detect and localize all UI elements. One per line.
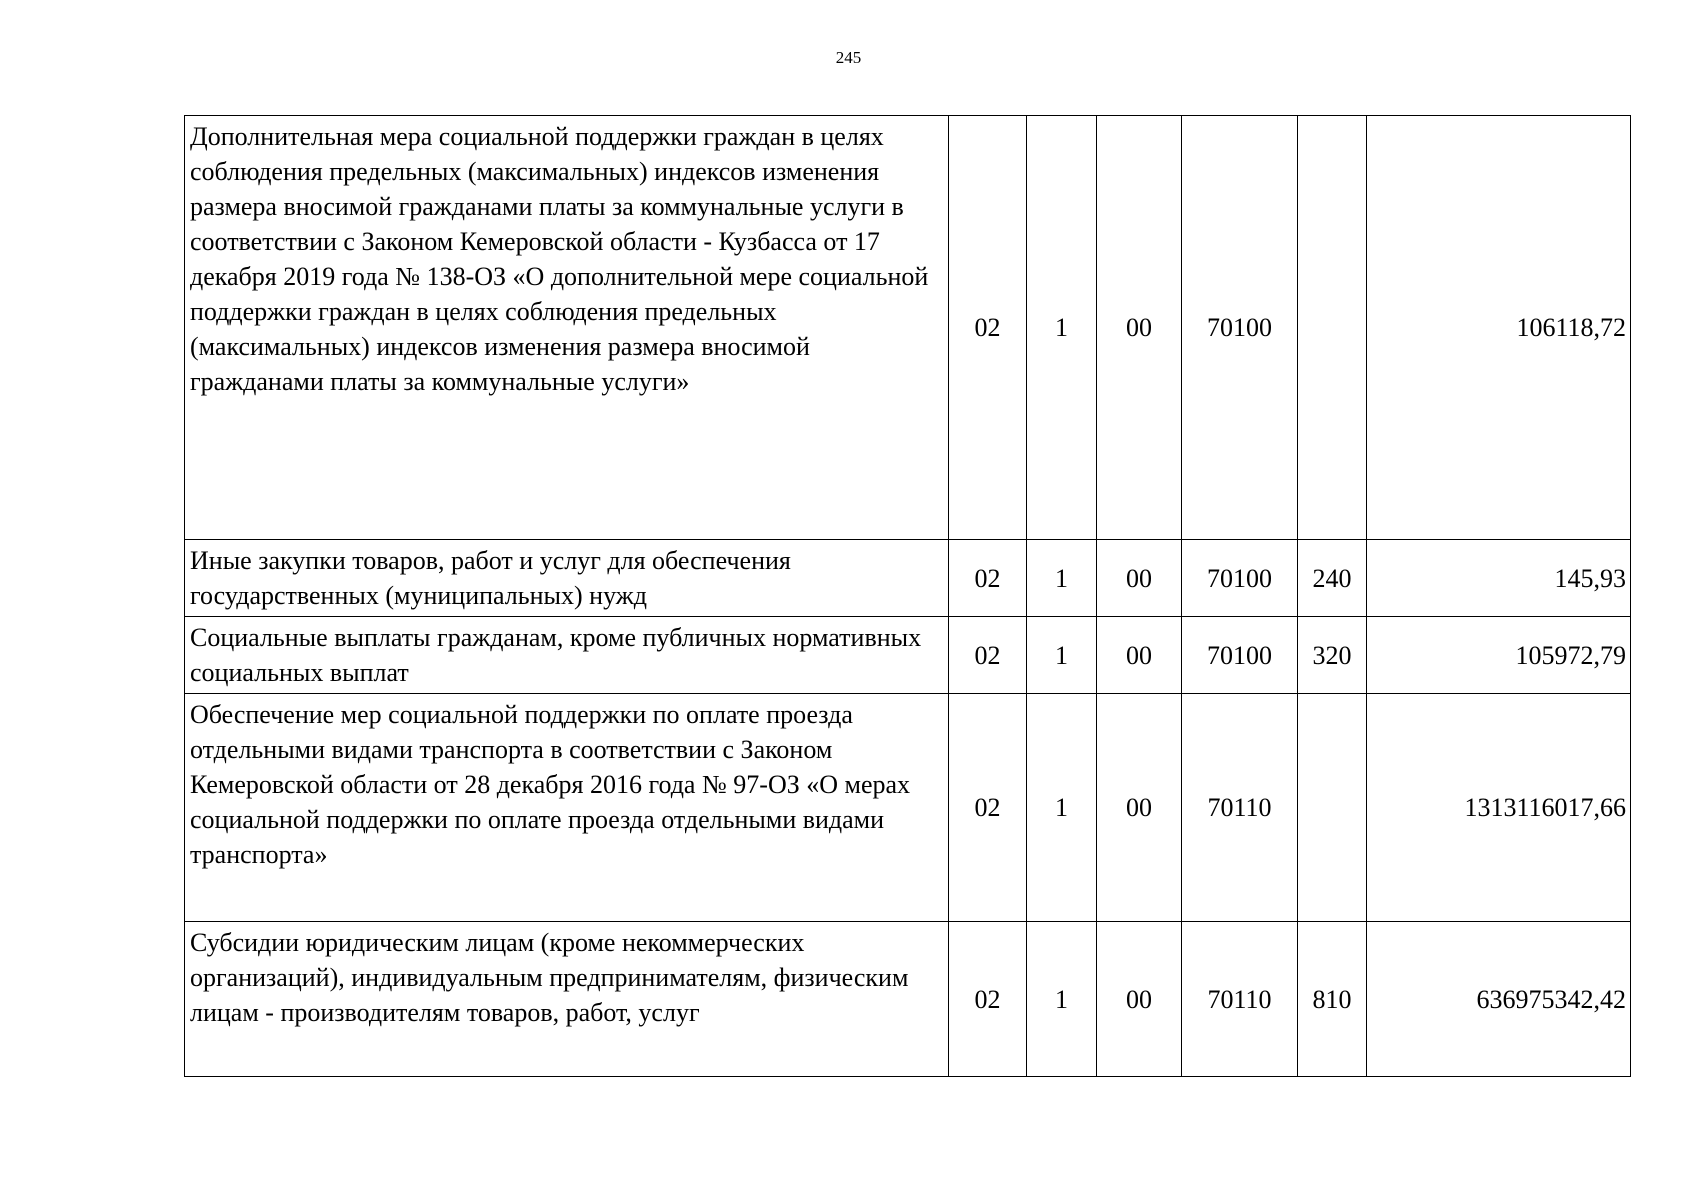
code-cell: 00 [1097, 694, 1182, 922]
code-cell: 02 [949, 540, 1027, 617]
code-cell: 70100 [1182, 116, 1298, 540]
code-cell: 320 [1298, 617, 1367, 694]
code-cell: 1 [1027, 922, 1097, 1077]
table-row [185, 694, 1631, 922]
amount-cell: 105972,79 [1367, 617, 1631, 694]
code-cell: 1 [1027, 540, 1097, 617]
code-cell: 00 [1097, 922, 1182, 1077]
code-cell: 1 [1027, 116, 1097, 540]
code-cell: 02 [949, 617, 1027, 694]
code-cell: 240 [1298, 540, 1367, 617]
code-cell: 00 [1097, 540, 1182, 617]
code-cell: 02 [949, 922, 1027, 1077]
budget-table [184, 115, 1631, 1077]
table-row [185, 116, 1631, 540]
amount-cell: 636975342,42 [1367, 922, 1631, 1077]
amount-cell: 1313116017,66 [1367, 694, 1631, 922]
row-description: Дополнительная мера социальной поддержки граждан в целях соблюдения предельных (максимальных) индексов изменения размера вносимой гражданами платы за коммунальные услуги в соответствии с Законом Кемеровской области - Кузбасса от 17 декабря 2019 года № 138-ОЗ «О дополнительной мере социальной поддержки граждан в целях соблюдения предельных (максимальных) индексов изменения размера вносимой гражданами платы за коммунальные услуги» [185, 116, 949, 540]
page-number: 245 [835, 48, 862, 67]
row-description: Субсидии юридическим лицам (кроме некоммерческих организаций), индивидуальным предпринимателям, физическим лицам - производителям товаров, работ, услуг [185, 922, 949, 1077]
code-cell: 810 [1298, 922, 1367, 1077]
code-cell: 70100 [1182, 617, 1298, 694]
code-cell: 02 [949, 116, 1027, 540]
row-description: Обеспечение мер социальной поддержки по оплате проезда отдельными видами транспорта в соответствии с Законом Кемеровской области от 28 декабря 2016 года № 97-ОЗ «О мерах социальной поддержки по оплате проезда отдельными видами транспорта» [185, 694, 949, 922]
code-cell: 02 [949, 694, 1027, 922]
row-description: Социальные выплаты гражданам, кроме публичных нормативных социальных выплат [185, 617, 949, 694]
table-row [185, 540, 1631, 617]
code-cell: 1 [1027, 694, 1097, 922]
amount-cell: 106118,72 [1367, 116, 1631, 540]
code-cell: 00 [1097, 617, 1182, 694]
code-cell: 1 [1027, 617, 1097, 694]
code-cell: 70100 [1182, 540, 1298, 617]
row-description: Иные закупки товаров, работ и услуг для обеспечения государственных (муниципальных) нужд [185, 540, 949, 617]
code-cell: 00 [1097, 116, 1182, 540]
code-cell [1298, 694, 1367, 922]
table-row [185, 617, 1631, 694]
code-cell: 70110 [1182, 922, 1298, 1077]
table-row [185, 922, 1631, 1077]
amount-cell: 145,93 [1367, 540, 1631, 617]
code-cell [1298, 116, 1367, 540]
code-cell: 70110 [1182, 694, 1298, 922]
